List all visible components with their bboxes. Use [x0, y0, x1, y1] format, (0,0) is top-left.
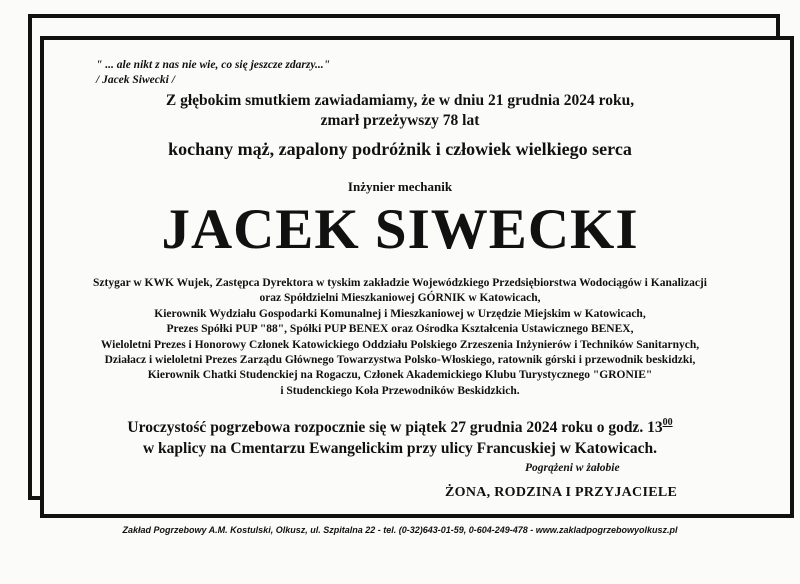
ceremony-line-1	[0, 412, 800, 438]
bio-line: Prezes Spółki PUP "88", Spółki PUP BENEX oraz Ośrodka Kształcenia Ustawicznego BENEX,	[166, 323, 634, 336]
ceremony-time-text: Uroczystość pogrzebowa rozpocznie się w piątek 27 grudnia 2024 roku o godz. 13	[127, 419, 663, 436]
quote-author: / Jacek Siwecki /	[96, 74, 175, 86]
bio-line: Działacz i wieloletni Prezes Zarządu Głównego Towarzystwa Polsko-Włoskiego, ratownik górski i przewodnik beskidzki,	[104, 354, 696, 367]
quote-text: " ... ale nikt z nas nie wie, co się jeszcze zdarzy..."	[96, 59, 331, 71]
mourning-label: Pogrążeni w żałobie	[525, 462, 620, 474]
mourners: ŻONA, RODZINA I PRZYJACIELE	[445, 485, 678, 500]
ceremony-minutes: 00	[662, 417, 673, 428]
announcement-line-2: zmarł przeżywszy 78 lat	[320, 112, 480, 129]
epigraph-quote	[96, 58, 330, 88]
deceased-name: JACEK SIWECKI	[161, 198, 639, 261]
profession: Inżynier mechanik	[347, 179, 453, 194]
bio-line: Wieloletni Prezes i Honorowy Członek Katowickiego Oddziału Polskiego Zrzeszenia Inżynierów i Techników Sanitarnych,	[100, 338, 700, 351]
biography	[0, 276, 800, 399]
announcement-line-1: Z głębokim smutkiem zawiadamiamy, że w dniu 21 grudnia 2024 roku,	[165, 92, 635, 109]
bio-line: Kierownik Wydziału Gospodarki Komunalnej i Mieszkaniowej w Urzędzie Miejskim w Katowicach,	[154, 307, 646, 320]
announcement	[0, 91, 800, 131]
funeral-home-footer: Zakład Pogrzebowy A.M. Kostulski, Olkusz, ul. Szpitalna 22 - tel. (0-32)643-01-59, 0-604-249-478 - www.zakladpogrzebowyolkusz.pl	[122, 525, 678, 535]
bio-line: Sztygar w KWK Wujek, Zastępca Dyrektora w tyskim zakładzie Wojewódzkiego Przedsiębiorstwa Wodociągów i Kanalizacji	[93, 277, 707, 289]
funeral-ceremony	[0, 412, 800, 459]
bio-line: oraz Spółdzielni Mieszkaniowej GÓRNIK w Katowicach,	[259, 292, 541, 305]
ceremony-line-2: w kaplicy na Cmentarzu Ewangelickim przy ulicy Francuskiej w Katowicach.	[142, 440, 658, 457]
tagline: kochany mąż, zapalony podróżnik i człowiek wielkiego serca	[168, 139, 632, 159]
bio-line: Kierownik Chatki Studenckiej na Rogaczu, Członek Akademickiego Klubu Turystycznego "GRONIE"	[147, 369, 653, 382]
bio-line: i Studenckiego Koła Przewodników Beskidzkich.	[280, 384, 520, 397]
